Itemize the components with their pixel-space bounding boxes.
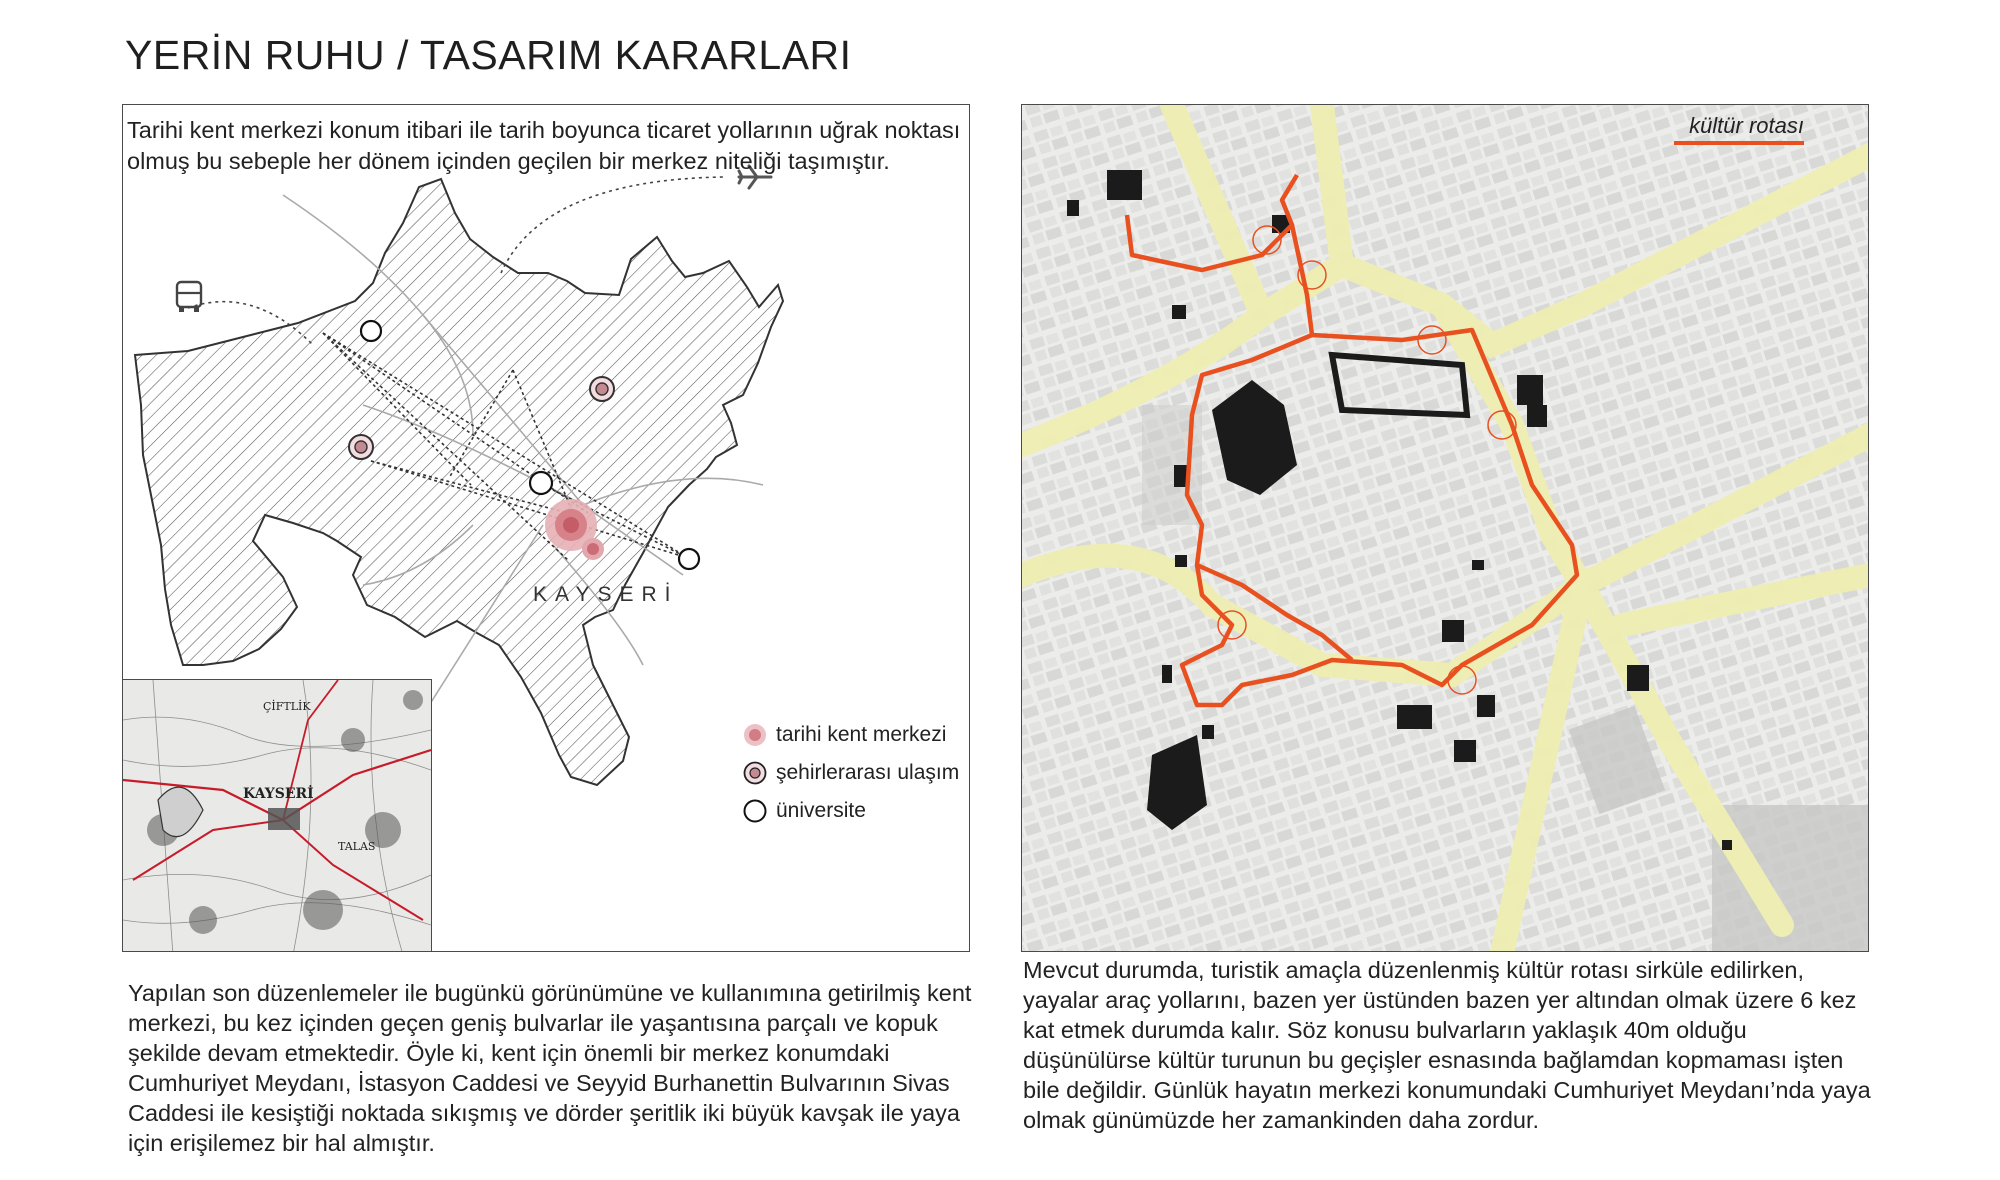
intro-text: Tarihi kent merkezi konum itibari ile tarih boyunca ticaret yollarının uğrak noktası olmuş bu sebeple her dönem içinden geçilen bir merkez niteliği taşımıştır. — [127, 117, 961, 174]
legend-label: şehirlerarası ulaşım — [776, 761, 960, 784]
inset-label-ciftlik: ÇİFTLİK — [263, 700, 311, 713]
air-route-arc — [501, 177, 723, 273]
route-legend-line — [1674, 141, 1804, 145]
culture-route-map-panel — [1021, 104, 1869, 952]
aerial-site-map — [1022, 105, 1869, 952]
legend-label: tarihi kent merkezi — [776, 723, 947, 746]
inset-label-talas: TALAS — [338, 840, 376, 853]
historic-center-legend-icon — [743, 723, 767, 747]
university-legend-icon — [743, 799, 767, 823]
inset-map-drawing — [123, 680, 431, 952]
historic-inset-map — [122, 679, 432, 952]
route-legend — [1674, 113, 1804, 145]
route-legend-label: kültür rotası — [1689, 113, 1804, 138]
intercity-legend-icon — [743, 761, 767, 785]
city-label: KAYSERİ — [533, 583, 679, 606]
page-title: YERİN RUHU / TASARIM KARARLARI — [125, 32, 852, 78]
legend-label: üniversite — [776, 799, 866, 822]
paragraph-right: Mevcut durumda, turistik amaçla düzenlenmiş kültür rotası sirküle edilirken, yayalar araç yollarını, bazen yer üstünden bazen yer altından olmak üzere 6 kez kat etmek durumda kalır. Söz konusu bulvarların yaklaşık 40m olduğu düşünülürse kültür turunun bu geçişler esnasında bağlamdan kopmaması işten bile değildir. Günlük hayatın merkezi konumundaki Cumhuriyet Meydanı’nda yaya olmak günümüzde her zamankinden daha zordur. — [1023, 957, 1871, 1133]
bus-icon — [177, 282, 201, 312]
inset-label-kayseri: KAYSERİ — [243, 786, 314, 802]
city-context-panel — [122, 104, 970, 952]
paragraph-left: Yapılan son düzenlemeler ile bugünkü görünümüne ve kullanımına getirilmiş kent merkezi, bu kez içinden geçen geniş bulvarlar ile yaşantısına parçalı ve kopuk şekilde devam etmektedir. Öyle ki, kent için önemli bir merkez konumdaki Cumhuriyet Meydanı, İstasyon Caddesi ve Seyyid Burhanettin Bulvarının Sivas Caddesi ile kesiştiği noktada sıkışmış ve dörder şeritlik iki büyük kavşak ile yaya için erişilemez bir hal almıştır. — [128, 980, 972, 1156]
